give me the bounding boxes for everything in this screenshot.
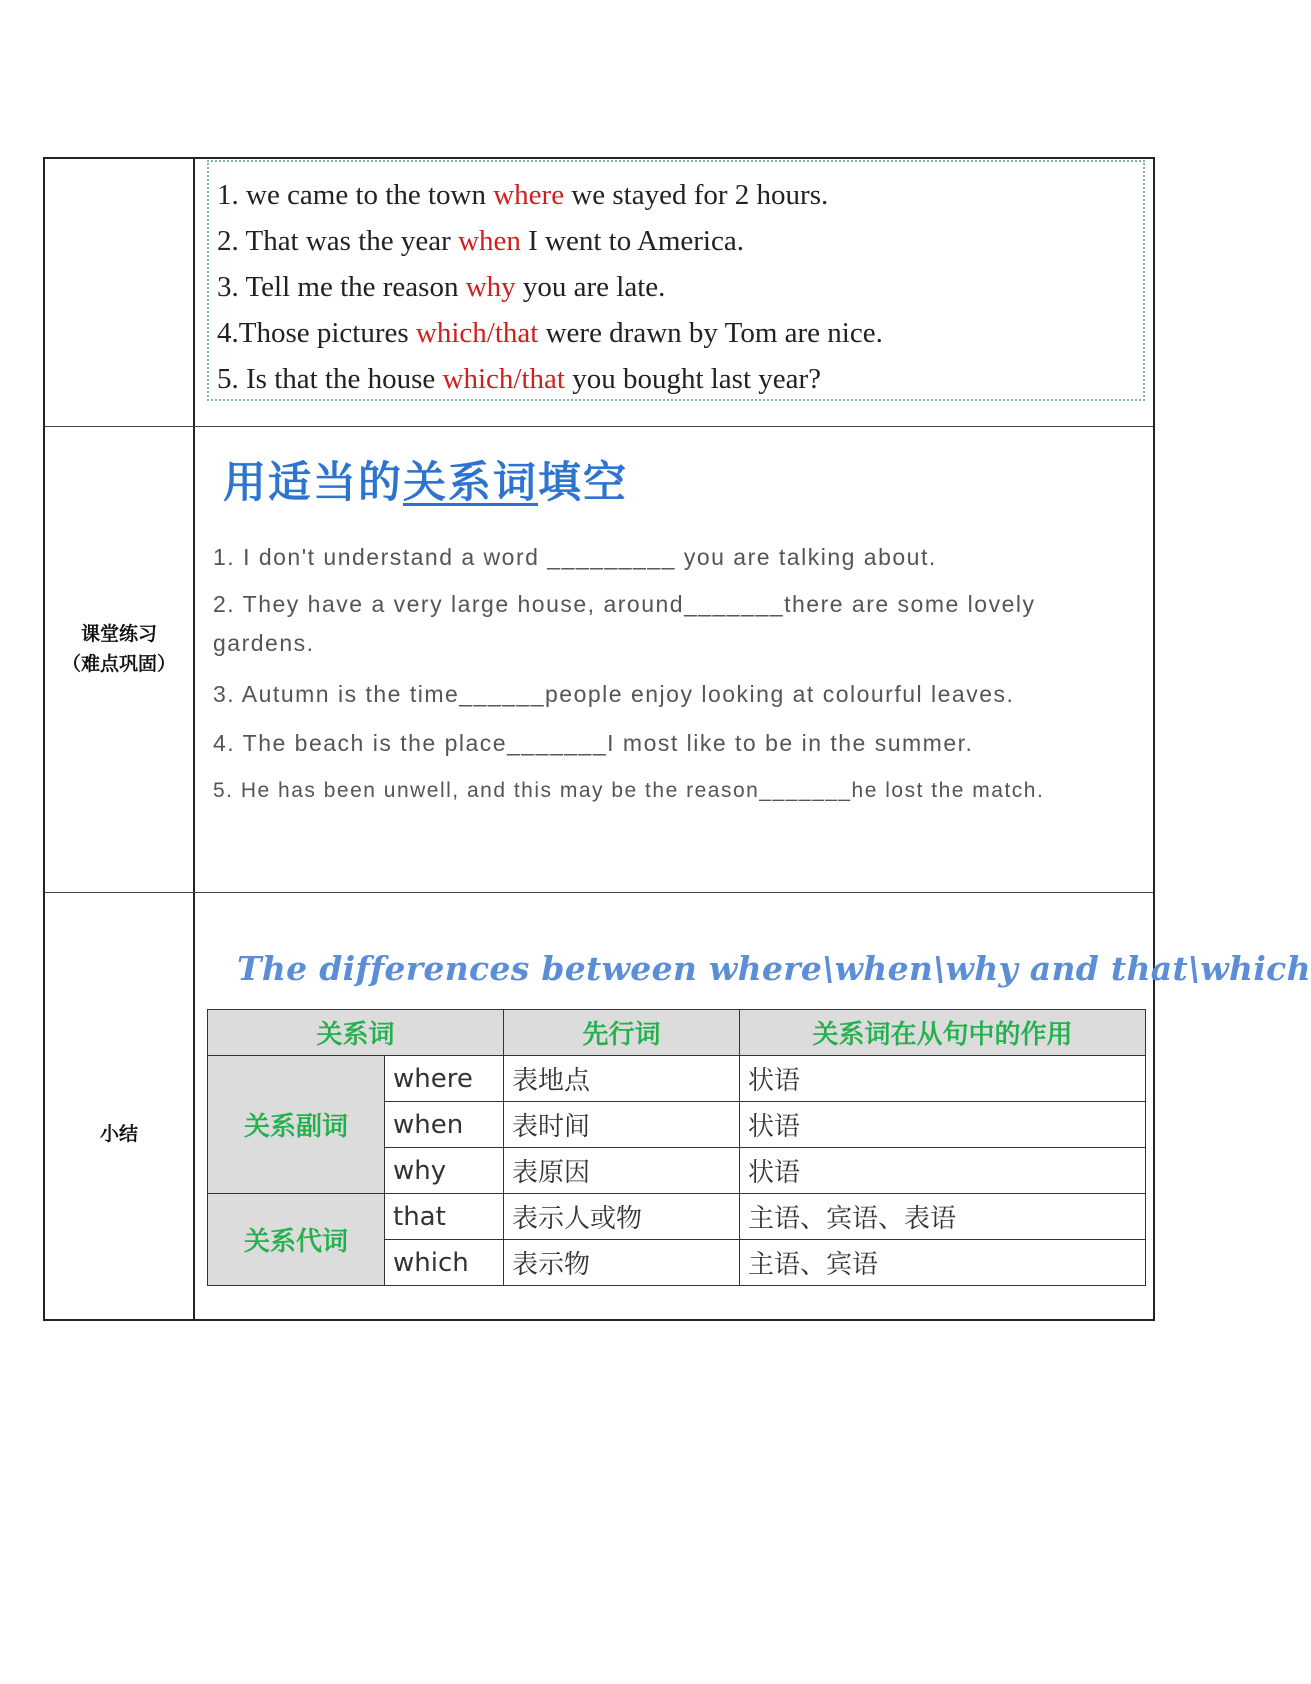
table-cell: 表地点 (504, 1056, 740, 1102)
table-cell: why (385, 1148, 504, 1194)
exercise-item: 1. I don't understand a word _________ you are talking about. (213, 544, 937, 570)
relative-word: where (493, 179, 565, 211)
table-row (208, 1194, 1146, 1240)
table-cell: 表示物 (504, 1240, 740, 1286)
table-row (208, 1056, 1146, 1102)
row-divider-1 (45, 426, 1153, 427)
summary-table (207, 1009, 1146, 1286)
relative-word: which/that (442, 363, 565, 395)
table-cell: which (385, 1240, 504, 1286)
summary-title: The differences between where\when\why and that\which (237, 949, 1311, 988)
table-cell: 表原因 (504, 1148, 740, 1194)
table-header-row (208, 1010, 1146, 1056)
table-cell: 表示人或物 (504, 1194, 740, 1240)
header-relative-word: 关系词 (208, 1010, 504, 1056)
exercise-item: 2. They have a very large house, around_______there are some lovely gardens. (213, 591, 1036, 656)
column-divider (193, 159, 195, 1319)
table-cell: that (385, 1194, 504, 1240)
worksheet-table (43, 157, 1311, 1321)
exercise-item: 5. He has been unwell, and this may be the reason_______he lost the match. (213, 779, 1045, 802)
section-label-summary: 小结 (99, 1123, 138, 1145)
exercise-item: 4. The beach is the place_______I most like to be in the summer. (213, 730, 974, 756)
relative-word: when (458, 225, 521, 257)
relative-word: why (465, 271, 516, 303)
exercise-item: 3. Autumn is the time______people enjoy looking at colourful leaves. (213, 681, 1015, 707)
example-sentence: 2. That was the year when I went to America. (217, 225, 744, 257)
example-sentence: 1. we came to the town where we stayed for 2 hours. (217, 179, 829, 211)
table-cell: 状语 (740, 1148, 1146, 1194)
section-label-practice: 课堂练习 （难点巩固） (61, 623, 176, 675)
table-cell: 表时间 (504, 1102, 740, 1148)
relative-word: which/that (415, 317, 539, 349)
row-divider-2 (45, 892, 1153, 893)
group-relative-adverb: 关系副词 (208, 1056, 385, 1194)
table-cell: 状语 (740, 1056, 1146, 1102)
header-antecedent: 先行词 (504, 1010, 740, 1056)
table-cell: 主语、宾语 (740, 1240, 1146, 1286)
table-cell: where (385, 1056, 504, 1102)
example-sentence: 3. Tell me the reason why you are late. (217, 271, 666, 303)
header-function: 关系词在从句中的作用 (740, 1010, 1146, 1056)
example-sentence: 4.Those pictures which/that were drawn by Tom are nice. (217, 317, 883, 349)
example-sentences-box (207, 160, 1145, 401)
exercise-heading: 用适当的关系词填空 (223, 458, 628, 508)
group-relative-pronoun: 关系代词 (208, 1194, 385, 1286)
table-cell: 状语 (740, 1102, 1146, 1148)
table-cell: when (385, 1102, 504, 1148)
example-sentence: 5. Is that the house which/that you bought last year? (217, 363, 822, 395)
table-cell: 主语、宾语、表语 (740, 1194, 1146, 1240)
